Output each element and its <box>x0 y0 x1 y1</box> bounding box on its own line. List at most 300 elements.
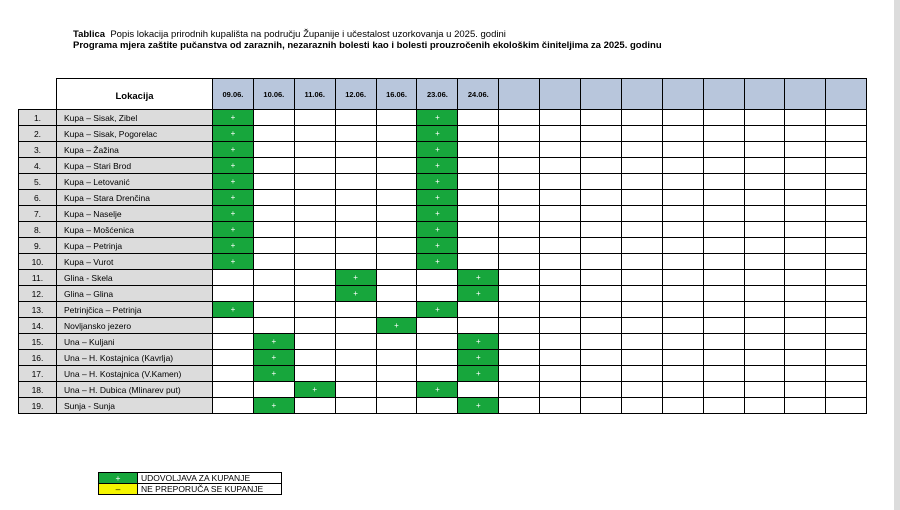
empty-cell <box>335 142 376 158</box>
empty-cell <box>376 238 417 254</box>
row-number: 4. <box>19 158 57 174</box>
location-column-header: Lokacija <box>57 79 213 110</box>
empty-cell <box>785 110 826 126</box>
row-number: 5. <box>19 174 57 190</box>
empty-cell <box>581 302 622 318</box>
empty-cell <box>662 190 703 206</box>
empty-cell <box>744 206 785 222</box>
empty-cell <box>744 142 785 158</box>
sample-result-cell: + <box>213 174 254 190</box>
empty-cell <box>785 174 826 190</box>
empty-cell <box>417 286 458 302</box>
table-row <box>19 238 867 254</box>
location-name: Glina - Skela <box>57 270 213 286</box>
empty-cell <box>826 366 867 382</box>
empty-cell <box>499 350 540 366</box>
empty-cell <box>662 366 703 382</box>
legend-label: NE PREPORUČA SE KUPANJE <box>138 484 282 495</box>
empty-cell <box>785 142 826 158</box>
empty-cell <box>662 398 703 414</box>
empty-cell <box>294 126 335 142</box>
empty-cell <box>744 222 785 238</box>
empty-cell <box>581 174 622 190</box>
empty-cell <box>458 222 499 238</box>
empty-cell <box>703 398 744 414</box>
sample-result-cell: + <box>417 174 458 190</box>
empty-cell <box>376 302 417 318</box>
table-row <box>19 318 867 334</box>
empty-cell <box>621 174 662 190</box>
empty-cell <box>376 126 417 142</box>
empty-cell <box>458 206 499 222</box>
empty-cell <box>703 190 744 206</box>
location-name: Kupa – Sisak, Pogorelac <box>57 126 213 142</box>
empty-cell <box>335 366 376 382</box>
location-name: Novljansko jezero <box>57 318 213 334</box>
empty-cell <box>744 190 785 206</box>
row-number: 8. <box>19 222 57 238</box>
empty-cell <box>294 350 335 366</box>
empty-cell <box>826 126 867 142</box>
date-header-cell <box>621 79 662 110</box>
location-name: Kupa – Mošćenica <box>57 222 213 238</box>
empty-cell <box>417 350 458 366</box>
sample-result-cell: + <box>417 190 458 206</box>
empty-cell <box>581 398 622 414</box>
row-number: 6. <box>19 190 57 206</box>
empty-cell <box>785 206 826 222</box>
sample-result-cell: + <box>417 238 458 254</box>
sample-result-cell: + <box>417 126 458 142</box>
empty-cell <box>744 238 785 254</box>
empty-cell <box>458 302 499 318</box>
sample-result-cell: + <box>417 254 458 270</box>
location-name: Kupa – Petrinja <box>57 238 213 254</box>
row-number: 15. <box>19 334 57 350</box>
sample-result-cell: + <box>213 126 254 142</box>
date-header-cell <box>540 79 581 110</box>
empty-cell <box>376 222 417 238</box>
table-row <box>19 190 867 206</box>
empty-cell <box>335 126 376 142</box>
sample-result-cell: + <box>458 270 499 286</box>
sample-result-cell: + <box>213 302 254 318</box>
empty-cell <box>458 126 499 142</box>
empty-cell <box>458 254 499 270</box>
empty-cell <box>744 398 785 414</box>
empty-cell <box>662 206 703 222</box>
empty-cell <box>540 270 581 286</box>
empty-cell <box>581 350 622 366</box>
empty-cell <box>335 382 376 398</box>
empty-cell <box>458 110 499 126</box>
empty-cell <box>294 222 335 238</box>
empty-cell <box>785 238 826 254</box>
empty-cell <box>458 382 499 398</box>
empty-cell <box>826 110 867 126</box>
empty-cell <box>540 398 581 414</box>
date-header-cell: 11.06. <box>294 79 335 110</box>
empty-cell <box>253 270 294 286</box>
empty-cell <box>294 174 335 190</box>
empty-cell <box>662 270 703 286</box>
empty-cell <box>540 302 581 318</box>
empty-cell <box>499 366 540 382</box>
row-number: 18. <box>19 382 57 398</box>
empty-cell <box>499 302 540 318</box>
sample-result-cell: + <box>458 366 499 382</box>
sample-result-cell: + <box>213 254 254 270</box>
row-number: 19. <box>19 398 57 414</box>
location-name: Petrinjčica – Petrinja <box>57 302 213 318</box>
empty-cell <box>662 142 703 158</box>
empty-cell <box>499 174 540 190</box>
empty-cell <box>376 206 417 222</box>
sample-result-cell: + <box>213 206 254 222</box>
empty-cell <box>826 382 867 398</box>
empty-cell <box>744 254 785 270</box>
empty-cell <box>581 110 622 126</box>
empty-cell <box>253 238 294 254</box>
empty-cell <box>335 158 376 174</box>
empty-cell <box>376 142 417 158</box>
empty-cell <box>662 318 703 334</box>
sample-result-cell: + <box>458 334 499 350</box>
empty-cell <box>294 206 335 222</box>
legend-swatch: – <box>99 484 138 495</box>
sample-result-cell: + <box>253 334 294 350</box>
empty-cell <box>499 382 540 398</box>
empty-cell <box>540 174 581 190</box>
sample-result-cell: + <box>335 270 376 286</box>
empty-cell <box>499 222 540 238</box>
legend-item <box>99 473 282 484</box>
table-row <box>19 222 867 238</box>
sample-result-cell: + <box>335 286 376 302</box>
location-name: Una – H. Dubica (Mlinarev put) <box>57 382 213 398</box>
empty-cell <box>581 254 622 270</box>
empty-cell <box>253 318 294 334</box>
empty-cell <box>335 334 376 350</box>
empty-cell <box>826 286 867 302</box>
empty-cell <box>253 190 294 206</box>
row-number: 13. <box>19 302 57 318</box>
location-name: Kupa – Stari Brod <box>57 158 213 174</box>
date-header-cell: 10.06. <box>253 79 294 110</box>
empty-cell <box>662 110 703 126</box>
empty-cell <box>335 318 376 334</box>
empty-cell <box>499 286 540 302</box>
empty-cell <box>540 190 581 206</box>
table-row <box>19 334 867 350</box>
sample-result-cell: + <box>213 158 254 174</box>
empty-cell <box>213 382 254 398</box>
empty-cell <box>581 142 622 158</box>
empty-cell <box>540 254 581 270</box>
empty-cell <box>621 286 662 302</box>
table-row <box>19 398 867 414</box>
empty-cell <box>376 254 417 270</box>
empty-cell <box>621 350 662 366</box>
empty-cell <box>294 158 335 174</box>
empty-cell <box>335 302 376 318</box>
table-row <box>19 206 867 222</box>
row-number: 1. <box>19 110 57 126</box>
empty-cell <box>581 190 622 206</box>
date-header-cell <box>499 79 540 110</box>
row-number: 9. <box>19 238 57 254</box>
empty-cell <box>376 286 417 302</box>
sample-result-cell: + <box>213 110 254 126</box>
empty-cell <box>703 350 744 366</box>
empty-cell <box>703 286 744 302</box>
date-header-cell: 24.06. <box>458 79 499 110</box>
empty-cell <box>785 398 826 414</box>
row-number: 16. <box>19 350 57 366</box>
empty-cell <box>703 334 744 350</box>
empty-cell <box>621 126 662 142</box>
date-header-cell: 09.06. <box>213 79 254 110</box>
empty-cell <box>785 190 826 206</box>
empty-cell <box>785 222 826 238</box>
empty-cell <box>744 350 785 366</box>
empty-cell <box>540 158 581 174</box>
empty-cell <box>294 366 335 382</box>
empty-cell <box>703 238 744 254</box>
empty-cell <box>581 126 622 142</box>
location-name: Una – H. Kostajnica (Kavrlja) <box>57 350 213 366</box>
empty-cell <box>294 302 335 318</box>
empty-cell <box>785 254 826 270</box>
empty-cell <box>294 398 335 414</box>
row-number: 7. <box>19 206 57 222</box>
empty-cell <box>540 350 581 366</box>
empty-cell <box>499 126 540 142</box>
empty-cell <box>826 142 867 158</box>
empty-cell <box>253 126 294 142</box>
empty-cell <box>253 158 294 174</box>
empty-cell <box>376 350 417 366</box>
empty-cell <box>458 174 499 190</box>
empty-cell <box>213 350 254 366</box>
empty-cell <box>662 254 703 270</box>
empty-cell <box>744 318 785 334</box>
empty-cell <box>744 110 785 126</box>
empty-cell <box>376 270 417 286</box>
sample-result-cell: + <box>213 142 254 158</box>
empty-cell <box>581 318 622 334</box>
date-header-cell: 16.06. <box>376 79 417 110</box>
empty-cell <box>581 366 622 382</box>
empty-cell <box>253 110 294 126</box>
empty-cell <box>213 270 254 286</box>
empty-cell <box>335 190 376 206</box>
empty-cell <box>826 190 867 206</box>
empty-cell <box>621 158 662 174</box>
empty-cell <box>621 238 662 254</box>
table-row <box>19 350 867 366</box>
empty-cell <box>744 366 785 382</box>
empty-cell <box>621 366 662 382</box>
empty-cell <box>581 222 622 238</box>
legend-item <box>99 484 282 495</box>
empty-cell <box>253 206 294 222</box>
empty-cell <box>335 110 376 126</box>
legend <box>98 472 282 495</box>
empty-cell <box>499 254 540 270</box>
empty-cell <box>744 174 785 190</box>
empty-cell <box>785 366 826 382</box>
empty-cell <box>581 206 622 222</box>
document-title <box>73 29 506 40</box>
empty-cell <box>540 110 581 126</box>
empty-cell <box>785 318 826 334</box>
empty-cell <box>662 302 703 318</box>
empty-cell <box>458 238 499 254</box>
empty-cell <box>540 126 581 142</box>
empty-cell <box>581 270 622 286</box>
title-text: Popis lokacija prirodnih kupališta na području Županije i učestalost uzorkovanja u 2025. godini <box>110 29 506 40</box>
empty-cell <box>621 110 662 126</box>
sample-result-cell: + <box>417 206 458 222</box>
empty-cell <box>294 334 335 350</box>
empty-cell <box>540 286 581 302</box>
sample-result-cell: + <box>417 302 458 318</box>
row-number: 3. <box>19 142 57 158</box>
empty-cell <box>540 142 581 158</box>
date-header-cell <box>581 79 622 110</box>
empty-cell <box>376 334 417 350</box>
empty-cell <box>826 222 867 238</box>
empty-cell <box>621 142 662 158</box>
empty-cell <box>253 142 294 158</box>
empty-cell <box>621 206 662 222</box>
empty-cell <box>458 142 499 158</box>
empty-cell <box>826 206 867 222</box>
empty-cell <box>376 110 417 126</box>
sample-result-cell: + <box>213 238 254 254</box>
empty-cell <box>703 142 744 158</box>
empty-cell <box>294 238 335 254</box>
location-name: Kupa – Žažina <box>57 142 213 158</box>
empty-cell <box>621 334 662 350</box>
table-row <box>19 286 867 302</box>
sample-result-cell: + <box>417 158 458 174</box>
table-row <box>19 142 867 158</box>
date-header-cell: 12.06. <box>335 79 376 110</box>
empty-cell <box>376 398 417 414</box>
empty-cell <box>335 254 376 270</box>
empty-cell <box>540 222 581 238</box>
empty-cell <box>540 334 581 350</box>
empty-cell <box>621 270 662 286</box>
empty-cell <box>826 174 867 190</box>
empty-cell <box>703 318 744 334</box>
empty-cell <box>540 366 581 382</box>
empty-cell <box>826 318 867 334</box>
sample-result-cell: + <box>458 398 499 414</box>
empty-cell <box>581 286 622 302</box>
empty-cell <box>826 398 867 414</box>
row-number: 14. <box>19 318 57 334</box>
empty-cell <box>662 286 703 302</box>
empty-cell <box>417 398 458 414</box>
empty-cell <box>294 110 335 126</box>
empty-cell <box>662 174 703 190</box>
sample-result-cell: + <box>253 398 294 414</box>
empty-cell <box>744 158 785 174</box>
legend-label: UDOVOLJAVA ZA KUPANJE <box>138 473 282 484</box>
empty-cell <box>540 206 581 222</box>
empty-cell <box>785 270 826 286</box>
empty-cell <box>703 302 744 318</box>
sample-result-cell: + <box>417 142 458 158</box>
empty-cell <box>581 238 622 254</box>
empty-cell <box>744 270 785 286</box>
empty-cell <box>376 174 417 190</box>
empty-cell <box>499 398 540 414</box>
empty-cell <box>826 350 867 366</box>
empty-cell <box>417 270 458 286</box>
row-number: 17. <box>19 366 57 382</box>
empty-cell <box>703 206 744 222</box>
location-name: Una – Kuljani <box>57 334 213 350</box>
empty-cell <box>744 286 785 302</box>
date-header-cell <box>703 79 744 110</box>
document-subtitle: Programa mjera zaštite pučanstva od zaraznih, nezaraznih bolesti kao i bolesti prouzročenih ekološkim činiteljima za 2025. godinu <box>73 40 662 51</box>
row-number: 10. <box>19 254 57 270</box>
empty-cell <box>662 350 703 366</box>
empty-cell <box>785 126 826 142</box>
empty-cell <box>253 222 294 238</box>
sample-result-cell: + <box>376 318 417 334</box>
empty-cell <box>499 238 540 254</box>
location-name: Kupa – Stara Drenčina <box>57 190 213 206</box>
empty-cell <box>581 334 622 350</box>
empty-cell <box>744 302 785 318</box>
table-row <box>19 158 867 174</box>
row-number: 11. <box>19 270 57 286</box>
date-header-cell <box>662 79 703 110</box>
empty-cell <box>703 110 744 126</box>
empty-cell <box>785 350 826 366</box>
empty-cell <box>499 190 540 206</box>
empty-cell <box>703 254 744 270</box>
empty-cell <box>826 238 867 254</box>
empty-cell <box>581 158 622 174</box>
empty-cell <box>294 286 335 302</box>
empty-cell <box>744 334 785 350</box>
sample-result-cell: + <box>417 382 458 398</box>
sampling-schedule-table <box>18 78 867 414</box>
empty-cell <box>335 350 376 366</box>
empty-cell <box>335 206 376 222</box>
location-name: Kupa – Letovanić <box>57 174 213 190</box>
empty-cell <box>826 254 867 270</box>
empty-cell <box>703 270 744 286</box>
empty-cell <box>294 270 335 286</box>
location-name: Kupa – Naselje <box>57 206 213 222</box>
sample-result-cell: + <box>253 366 294 382</box>
location-name: Glina – Glina <box>57 286 213 302</box>
date-header-cell <box>826 79 867 110</box>
location-name: Kupa – Sisak, Zibel <box>57 110 213 126</box>
empty-cell <box>621 302 662 318</box>
table-row <box>19 174 867 190</box>
empty-cell <box>499 318 540 334</box>
empty-cell <box>499 110 540 126</box>
empty-cell <box>785 302 826 318</box>
